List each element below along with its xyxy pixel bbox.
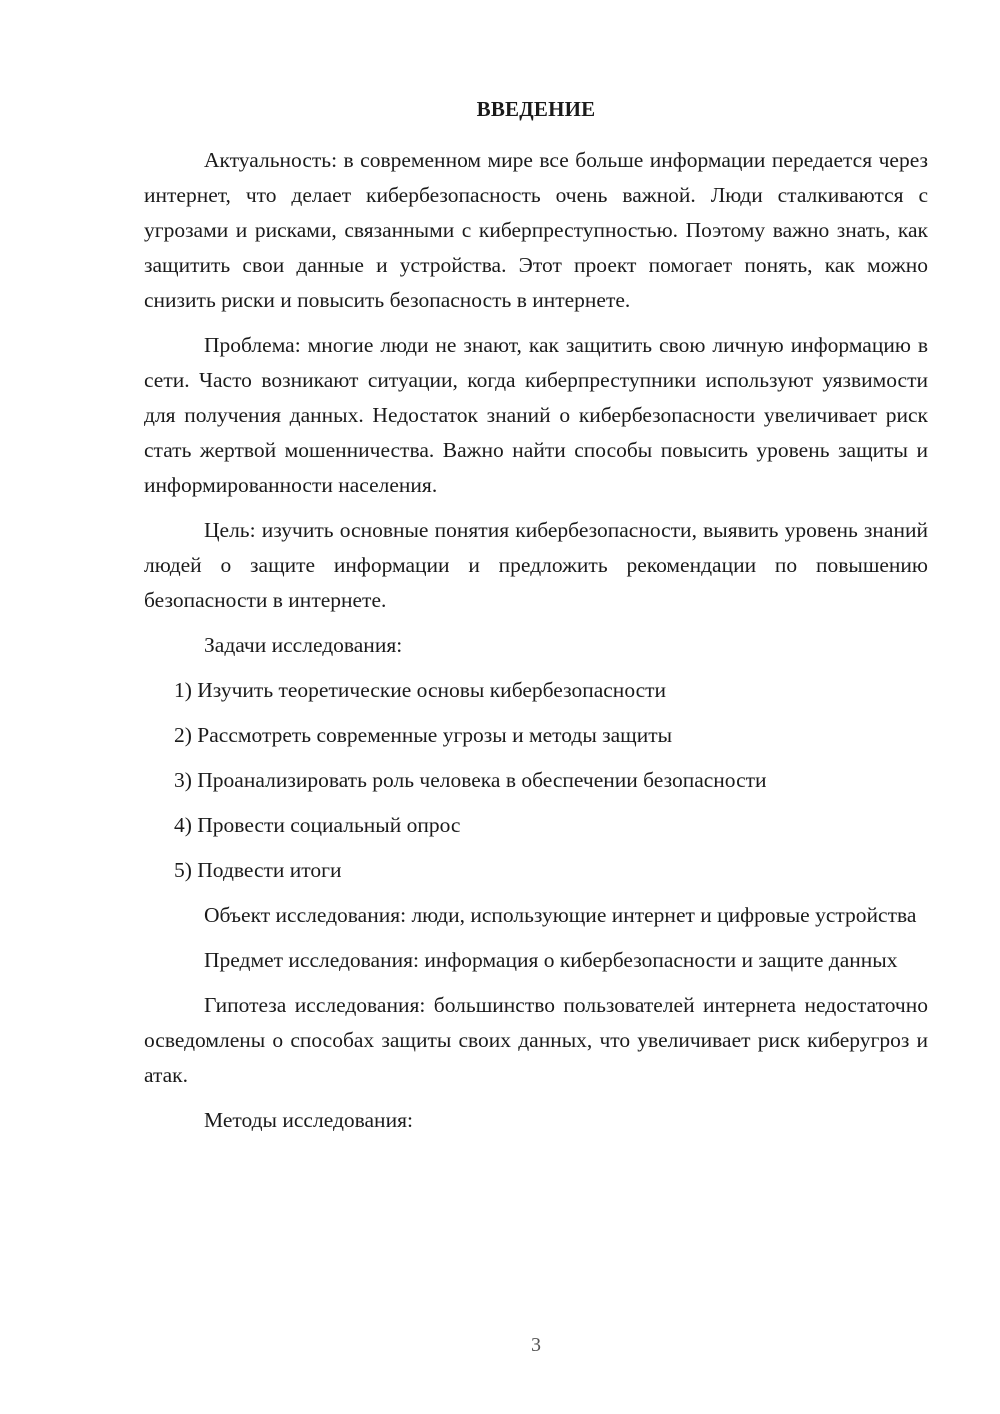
task-item-1: 1) Изучить теоретические основы кибербезопасности (174, 678, 667, 702)
hypothesis-paragraph: Гипотеза исследования: большинство пользователей интернета недостаточно осведомлены о способах защиты своих данных, что увеличивает риск киберугроз и атак. (144, 993, 928, 1087)
page-number: 3 (531, 1334, 541, 1356)
task-item-5: 5) Подвести итоги (174, 858, 342, 882)
subject-paragraph: Предмет исследования: информация о кибербезопасности и защите данных (204, 948, 898, 972)
object-paragraph: Объект исследования: люди, использующие интернет и цифровые устройства (204, 903, 917, 927)
methods-heading: Методы исследования: (204, 1108, 413, 1132)
relevance-paragraph: Актуальность: в современном мире все больше информации передается через интернет, что делает кибербезопасность очень важной. Люди сталкиваются с угрозами и рисками, связанными с киберпреступностью. Поэтому важно знать, как защитить свои данные и устройства. Этот проект помогает понять, как можно снизить риски и повысить безопасность в интернете. (144, 148, 928, 312)
goal-paragraph: Цель: изучить основные понятия кибербезопасности, выявить уровень знаний людей о защите информации и предложить рекомендации по повышению безопасности в интернете. (144, 518, 928, 612)
tasks-list (144, 673, 928, 888)
task-item-2: 2) Рассмотреть современные угрозы и методы защиты (174, 723, 673, 747)
task-item-4: 4) Провести социальный опрос (174, 813, 461, 837)
problem-paragraph: Проблема: многие люди не знают, как защитить свою личную информацию в сети. Часто возникают ситуации, когда киберпреступники используют уязвимости для получения данных. Недостаток знаний о кибербезопасности увеличивает риск стать жертвой мошенничества. Важно найти способы повысить уровень защиты и информированности населения. (144, 333, 928, 497)
task-item-3: 3) Проанализировать роль человека в обеспечении безопасности (174, 768, 767, 792)
page-content (144, 92, 928, 1148)
section-title: ВВЕДЕНИЕ (476, 97, 596, 121)
tasks-heading: Задачи исследования: (204, 633, 403, 657)
